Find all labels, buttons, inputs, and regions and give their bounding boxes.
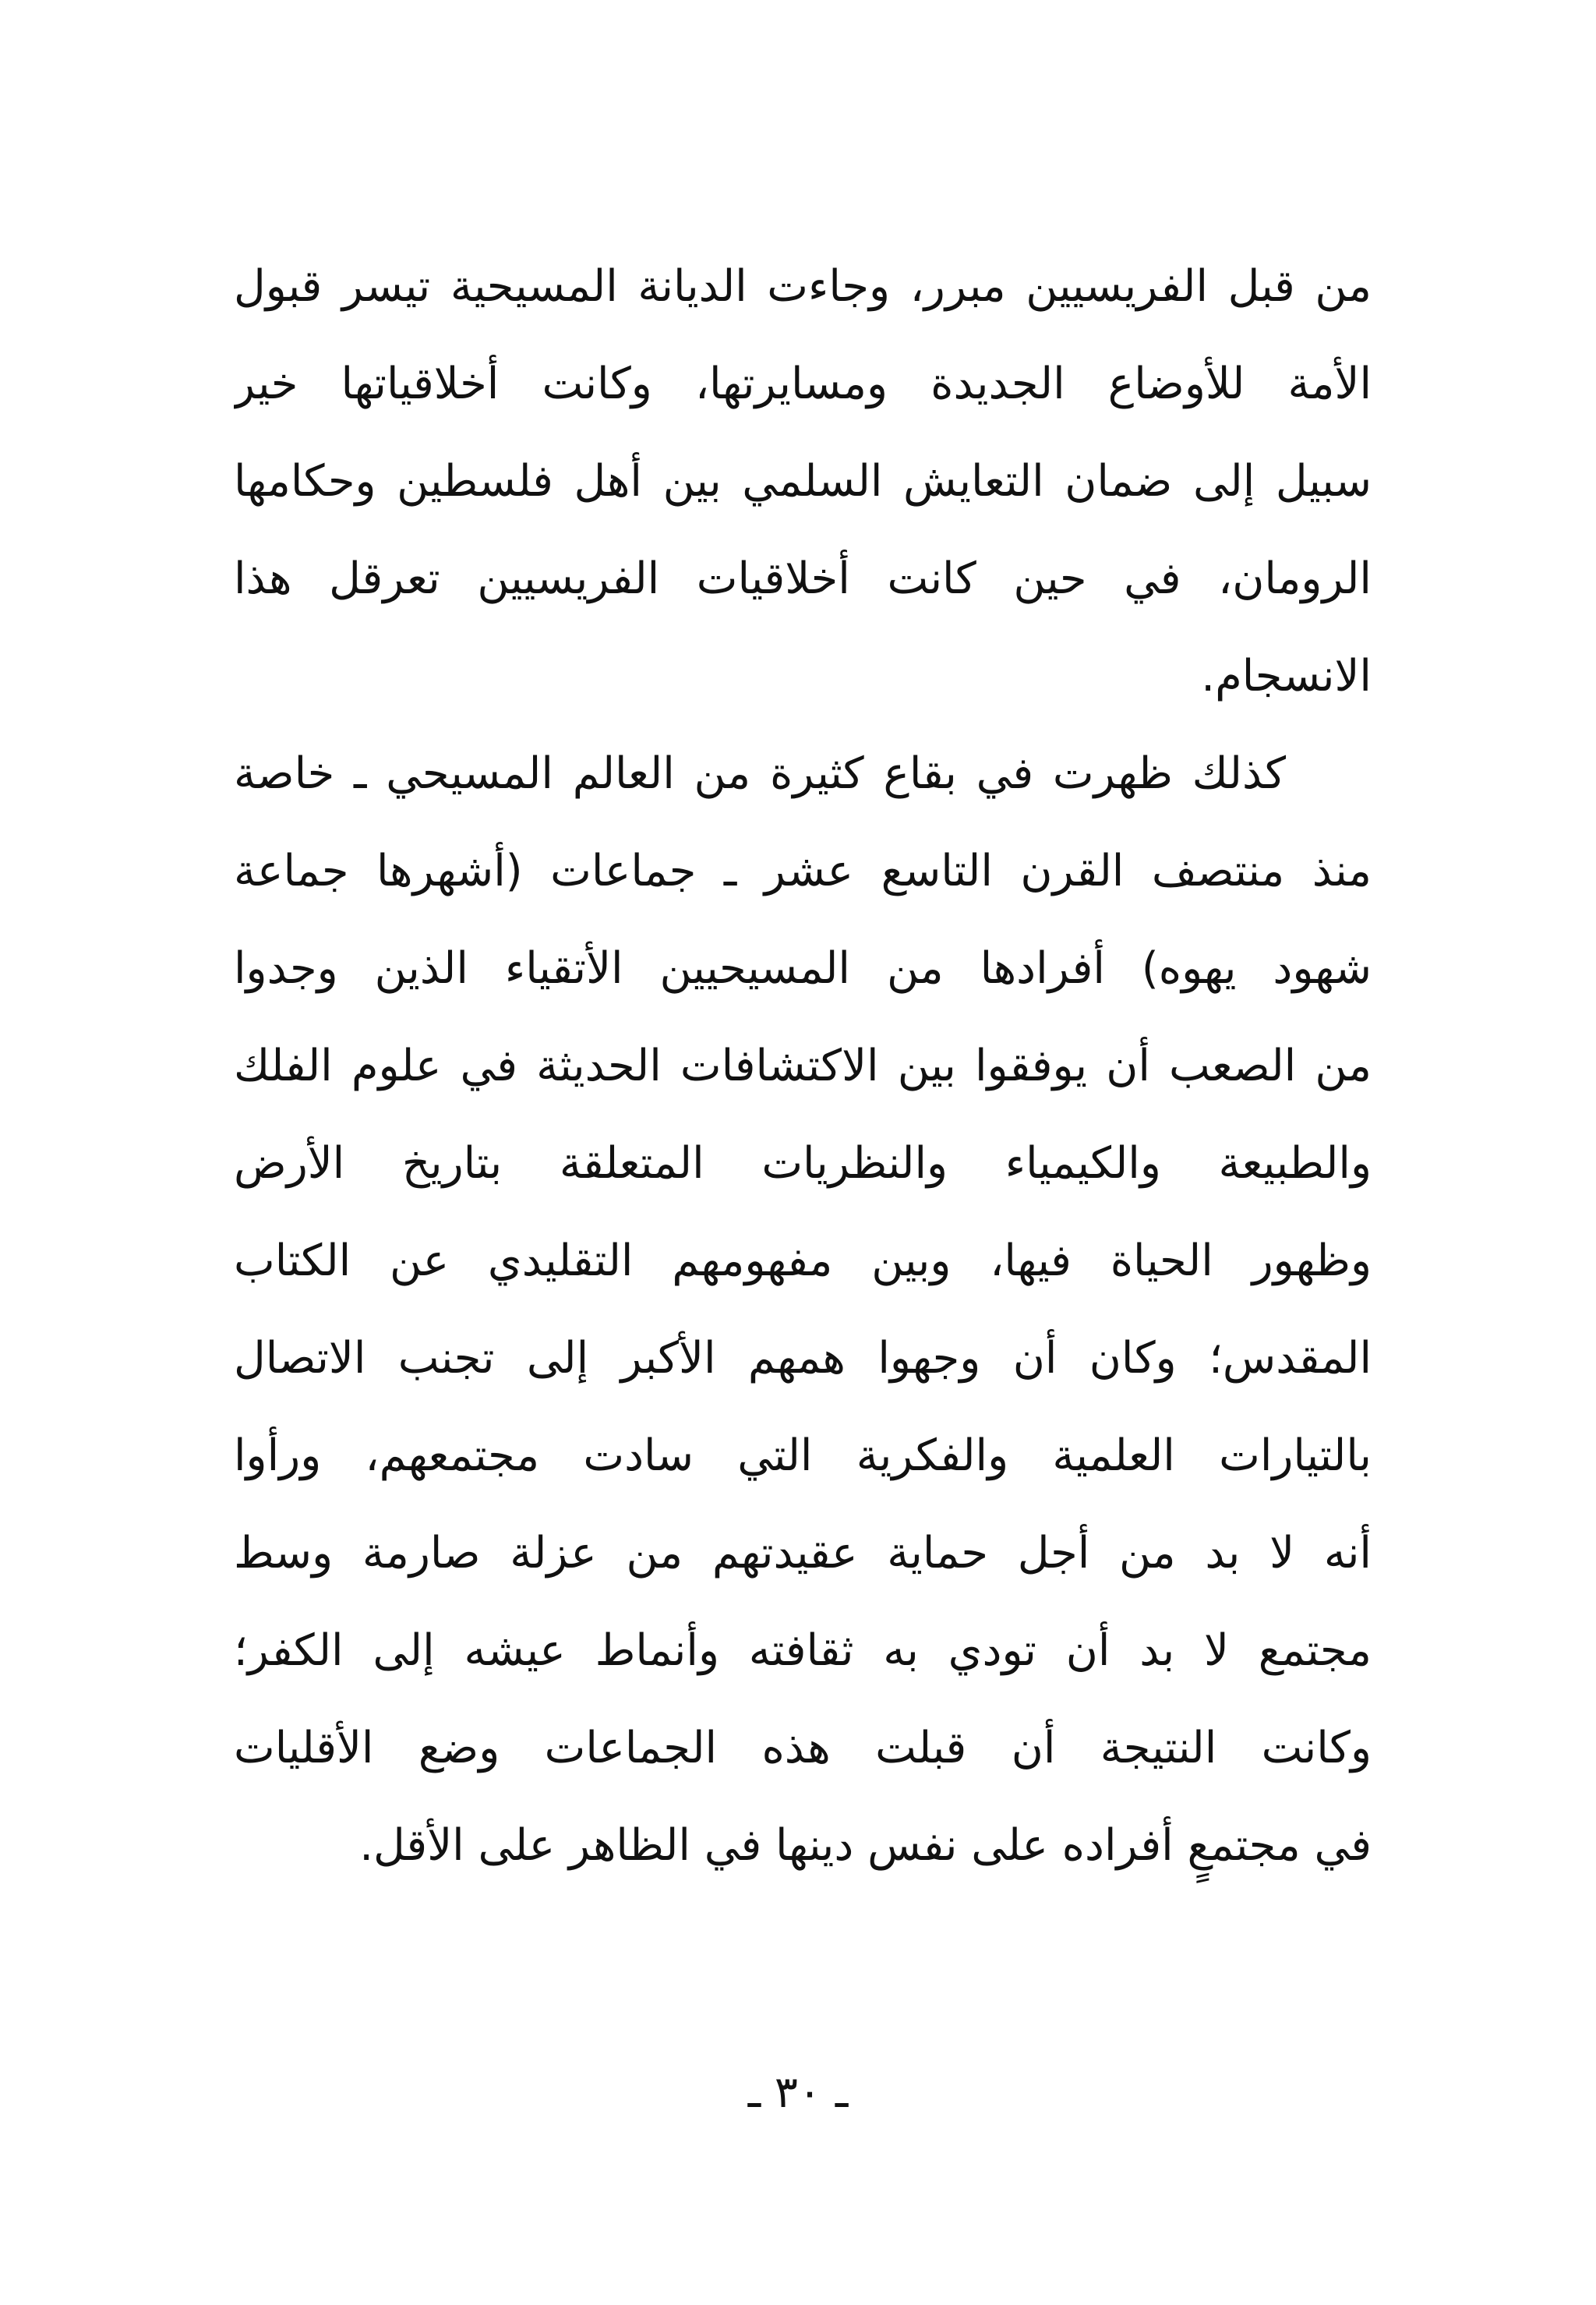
paragraph-2 bbox=[234, 725, 1372, 1894]
text-line: وظهور الحياة فيها، وبين مفهومهم التقليدي عن الكتاب bbox=[234, 1236, 1372, 1286]
text-line: منذ منتصف القرن التاسع عشر ـ جماعات (أشهرها جماعة bbox=[234, 846, 1372, 896]
paragraph-1 bbox=[234, 238, 1372, 725]
text-line: بالتيارات العلمية والفكرية التي سادت مجتمعهم، ورأوا bbox=[234, 1430, 1372, 1481]
text-line: الانسجام. bbox=[1201, 651, 1372, 702]
text-line: أنه لا بد من أجل حماية عقيدتهم من عزلة صارمة وسط bbox=[234, 1528, 1372, 1579]
text-line: المقدس؛ وكان أن وجهوا همهم الأكبر إلى تجنب الاتصال bbox=[234, 1333, 1372, 1384]
body-text bbox=[234, 238, 1372, 1894]
text-line: من الصعب أن يوفقوا بين الاكتشافات الحديثة في علوم الفلك bbox=[234, 1041, 1372, 1091]
text-line: والطبيعة والكيمياء والنظريات المتعلقة بتاريخ الأرض bbox=[234, 1138, 1372, 1189]
text-line: في مجتمعٍ أفراده على نفس دينها في الظاهر على الأقل. bbox=[359, 1820, 1372, 1871]
text-line: من قبل الفريسيين مبرر، وجاءت الديانة المسيحية تيسر قبول bbox=[234, 261, 1372, 312]
text-line: وكانت النتيجة أن قبلت هذه الجماعات وضع الأقليات bbox=[234, 1723, 1372, 1773]
page-number: ـ ٣٠ ـ bbox=[747, 2067, 849, 2118]
text-line: الأمة للأوضاع الجديدة ومسايرتها، وكانت أخلاقياتها خير bbox=[234, 359, 1372, 409]
text-line: الرومان، في حين كانت أخلاقيات الفريسيين تعرقل هذا bbox=[234, 553, 1372, 604]
text-line: مجتمع لا بد أن تودي به ثقافته وأنماط عيشه إلى الكفر؛ bbox=[234, 1625, 1372, 1676]
text-line: شهود يهوه) أفرادها من المسيحيين الأتقياء الذين وجدوا bbox=[234, 943, 1372, 994]
text-line: كذلك ظهرت في بقاع كثيرة من العالم المسيحي ـ خاصة bbox=[234, 748, 1286, 799]
text-line: سبيل إلى ضمان التعايش السلمي بين أهل فلسطين وحكامها bbox=[234, 456, 1372, 507]
